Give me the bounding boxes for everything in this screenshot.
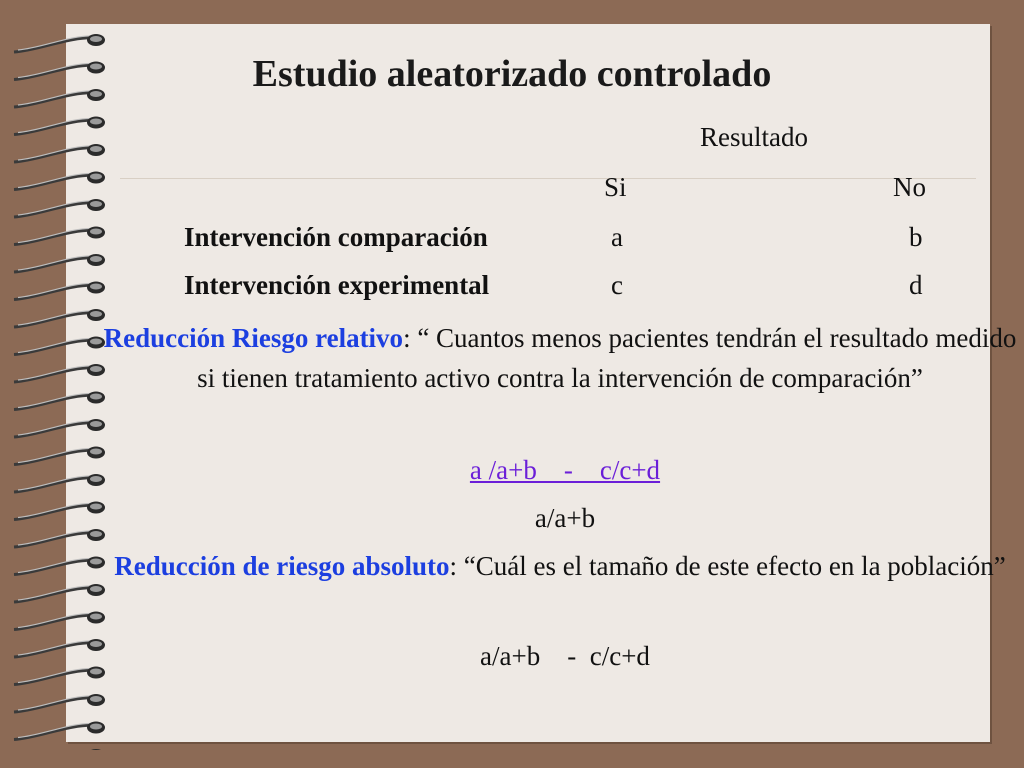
- spiral-ring-wire: [14, 285, 96, 299]
- spiral-ring-wire: [14, 368, 96, 382]
- cell-c: c: [611, 270, 623, 300]
- spiral-ring-wire: [14, 148, 96, 162]
- rra-formula: a/a+b - c/c+d: [480, 641, 650, 671]
- spiral-ring-wire: [14, 450, 96, 464]
- cell-d: d: [909, 270, 923, 300]
- spiral-ring-wire: [14, 533, 96, 547]
- rrr-definition: : “ Cuantos menos pacientes tendrán el resultado medido si tienen tratamiento activo contra la intervención de comparación”: [197, 323, 1017, 393]
- spiral-hole-shine: [90, 586, 102, 592]
- rra-paragraph: [100, 546, 1020, 586]
- spiral-ring-wire: [14, 230, 96, 244]
- spiral-hole-shine: [90, 174, 102, 180]
- slide-title: Estudio aleatorizado controlado: [252, 53, 772, 95]
- spiral-ring-wire: [14, 588, 96, 602]
- spiral-hole-shine: [90, 614, 102, 620]
- spiral-ring-wire: [14, 203, 96, 217]
- spiral-hole-shine: [90, 119, 102, 125]
- spiral-ring-wire: [14, 258, 96, 272]
- spiral-hole-shine: [90, 201, 102, 207]
- rrr-formula-numerator-row: [100, 450, 1024, 490]
- rrr-formula-denominator: a/a+b: [534, 503, 596, 533]
- spiral-hole-shine: [90, 36, 102, 42]
- rrr-formula-numerator[interactable]: a /a+b - c/c+d: [469, 455, 661, 485]
- column-header-si: Si: [604, 172, 627, 202]
- rra-term: Reducción de riesgo absoluto: [114, 551, 450, 581]
- spiral-ring-wire: [14, 643, 96, 657]
- spiral-ring-wire: [14, 725, 96, 739]
- spiral-hole: [87, 749, 105, 750]
- spiral-hole-shine: [90, 146, 102, 152]
- spiral-ring-wire: [14, 120, 96, 134]
- spiral-ring-wire: [14, 423, 96, 437]
- spiral-ring-wire: [14, 395, 96, 409]
- spiral-hole-shine: [90, 229, 102, 235]
- column-header-no: No: [893, 172, 926, 202]
- spiral-hole-shine: [90, 421, 102, 427]
- row-label-experimental: Intervención experimental: [184, 270, 490, 300]
- table-group-header: Resultado: [700, 122, 808, 152]
- rrr-term: Reducción Riesgo relativo: [103, 323, 404, 353]
- table-divider: [120, 178, 976, 179]
- spiral-hole-shine: [90, 256, 102, 262]
- spiral-ring-wire: [14, 505, 96, 519]
- spiral-ring-wire: [14, 560, 96, 574]
- rra-definition: : “Cuál es el tamaño de este efecto en la población”: [449, 551, 1006, 581]
- spiral-ring-wire: [14, 38, 96, 52]
- spiral-hole-shine: [90, 696, 102, 702]
- spiral-hole-shine: [90, 311, 102, 317]
- spiral-ring-wire: [14, 615, 96, 629]
- spiral-ring-wire: [14, 175, 96, 189]
- spiral-hole-shine: [90, 284, 102, 290]
- row-label-comparacion: Intervención comparación: [184, 222, 488, 252]
- spiral-ring-wire: [14, 340, 96, 354]
- spiral-hole-shine: [90, 724, 102, 730]
- cell-a: a: [611, 222, 623, 252]
- spiral-ring-wire: [14, 670, 96, 684]
- spiral-ring-wire: [14, 313, 96, 327]
- spiral-ring-wire: [14, 478, 96, 492]
- spiral-ring-wire: [14, 698, 96, 712]
- cell-b: b: [909, 222, 923, 252]
- rrr-paragraph: [100, 318, 1020, 398]
